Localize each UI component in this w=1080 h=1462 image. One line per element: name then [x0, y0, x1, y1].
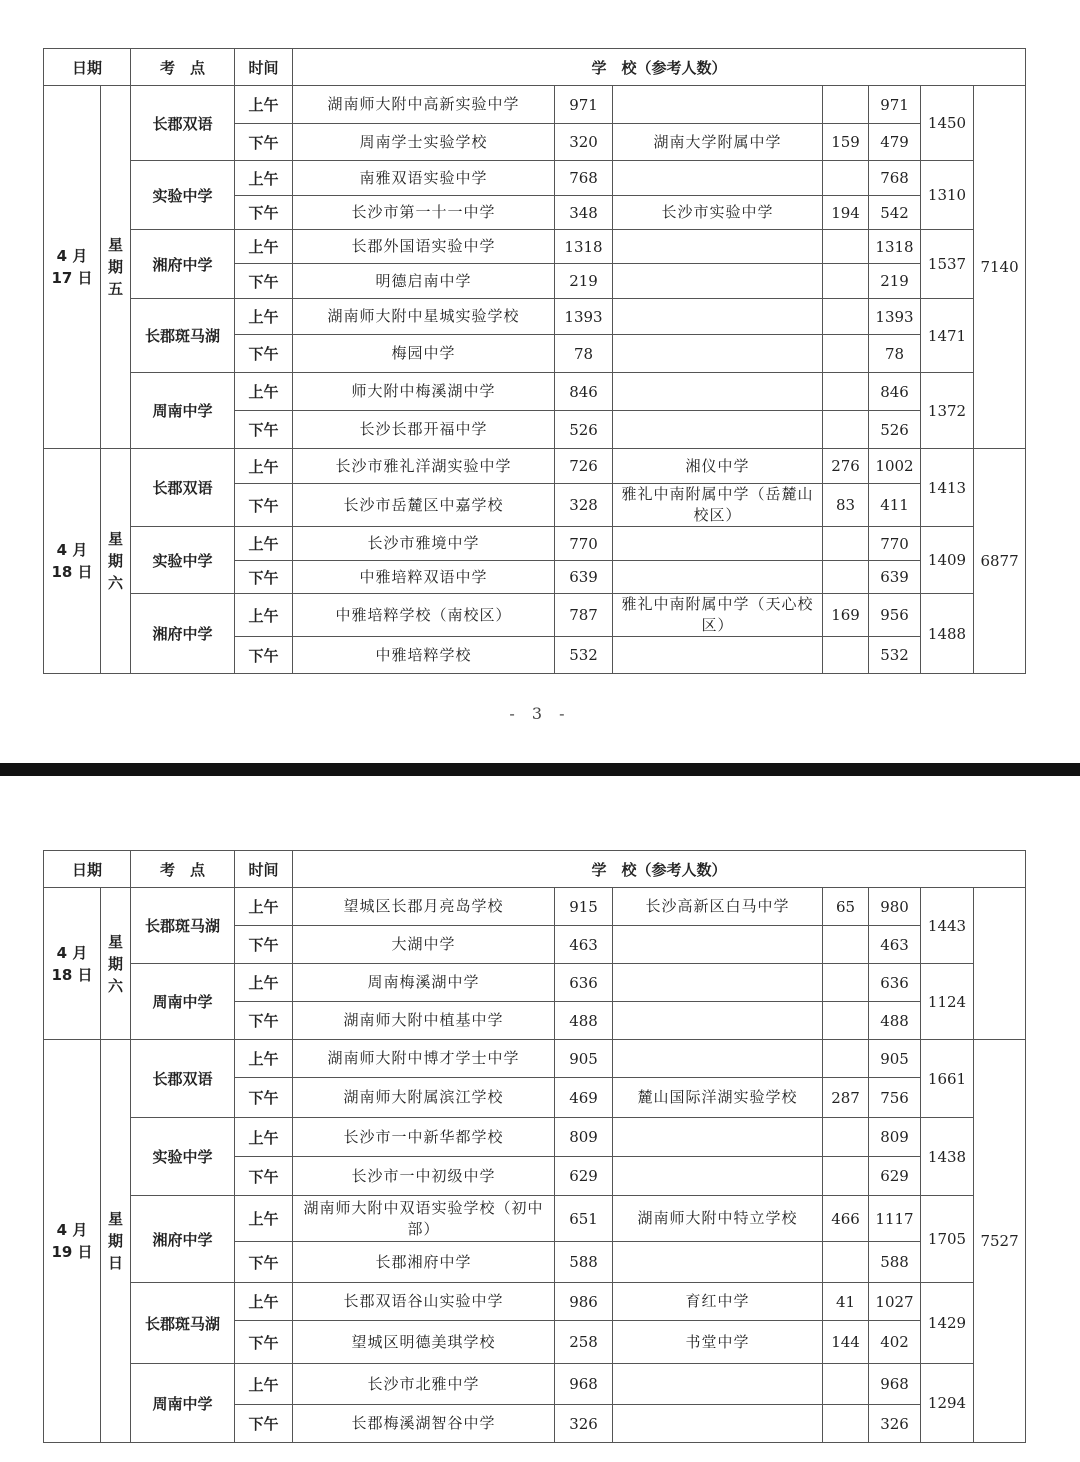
session-time: 下午	[235, 1405, 293, 1443]
table-row	[44, 964, 1026, 1002]
school-name: 周南梅溪湖中学	[293, 964, 555, 1002]
school-name: 长沙长郡开福中学	[293, 411, 555, 449]
school-name: 长郡湘府中学	[293, 1242, 555, 1283]
school-name: 湖南师大附中植基中学	[293, 1002, 555, 1040]
school-name-2: 湘仪中学	[613, 449, 823, 484]
school-count: 968	[555, 1364, 613, 1405]
weekday-cell	[101, 86, 131, 449]
school-name: 长沙市北雅中学	[293, 1364, 555, 1405]
weekday-char: 星	[108, 932, 124, 951]
weekday-char: 星	[108, 236, 124, 254]
exam-point-name: 长郡双语	[131, 449, 235, 527]
exam-point-name: 湘府中学	[131, 230, 235, 299]
school-name-2	[613, 926, 823, 964]
session-time: 下午	[235, 196, 293, 230]
school-count-2	[823, 527, 869, 561]
session-subtotal: 1002	[869, 449, 921, 484]
exam-point-total: 1372	[921, 373, 974, 449]
school-name: 大湖中学	[293, 926, 555, 964]
school-count-2	[823, 411, 869, 449]
page-number: - 3 -	[509, 704, 571, 723]
session-subtotal: 1318	[869, 230, 921, 264]
exam-point-total: 1471	[921, 299, 974, 373]
weekday-cell	[101, 449, 131, 674]
school-count: 488	[555, 1002, 613, 1040]
weekday-char: 期	[108, 258, 124, 276]
school-name: 明德启南中学	[293, 264, 555, 299]
school-count-2	[823, 335, 869, 373]
header-date: 日期	[44, 49, 131, 86]
weekday-char: 期	[108, 1232, 124, 1250]
date-cell	[44, 1040, 101, 1443]
exam-point-total: 1429	[921, 1283, 974, 1364]
school-count-2: 287	[823, 1078, 869, 1118]
exam-schedule-table-page-4	[43, 850, 1026, 1443]
school-count: 219	[555, 264, 613, 299]
session-time: 上午	[235, 594, 293, 637]
weekday-char: 五	[108, 280, 124, 298]
date-line: 18 日	[51, 965, 93, 984]
exam-point-total: 1413	[921, 449, 974, 527]
table-row	[44, 373, 1026, 411]
school-name: 梅园中学	[293, 335, 555, 373]
school-count-2	[823, 1118, 869, 1157]
session-time: 上午	[235, 1364, 293, 1405]
session-time: 上午	[235, 1283, 293, 1321]
school-count: 532	[555, 637, 613, 674]
school-count: 726	[555, 449, 613, 484]
school-name: 湖南师大附属滨江学校	[293, 1078, 555, 1118]
session-subtotal: 905	[869, 1040, 921, 1078]
header-row	[44, 49, 1026, 86]
date-line: 4 月	[56, 1221, 88, 1239]
session-subtotal: 971	[869, 86, 921, 124]
school-name-2: 书堂中学	[613, 1321, 823, 1364]
school-count: 629	[555, 1157, 613, 1196]
table-row	[44, 527, 1026, 561]
session-time: 下午	[235, 1157, 293, 1196]
date-line: 4 月	[56, 943, 88, 962]
school-name: 长郡外国语实验中学	[293, 230, 555, 264]
school-count: 463	[555, 926, 613, 964]
table-row	[44, 230, 1026, 264]
school-count: 326	[555, 1405, 613, 1443]
date-line: 19 日	[51, 1243, 93, 1261]
school-count-2	[823, 230, 869, 264]
school-name-2	[613, 1157, 823, 1196]
school-name: 长郡双语谷山实验中学	[293, 1283, 555, 1321]
header-time: 时间	[235, 49, 293, 86]
table-row	[44, 449, 1026, 484]
school-name-2	[613, 1002, 823, 1040]
table-row	[44, 1040, 1026, 1078]
school-count-2: 83	[823, 484, 869, 527]
session-time: 下午	[235, 1242, 293, 1283]
school-name: 周南学士实验学校	[293, 124, 555, 161]
session-subtotal: 1027	[869, 1283, 921, 1321]
table-row	[44, 86, 1026, 124]
session-subtotal: 768	[869, 161, 921, 196]
session-time: 下午	[235, 926, 293, 964]
session-subtotal: 980	[869, 888, 921, 926]
school-name-2	[613, 527, 823, 561]
session-subtotal: 463	[869, 926, 921, 964]
school-count: 639	[555, 561, 613, 594]
session-time: 上午	[235, 373, 293, 411]
exam-point-name: 湘府中学	[131, 594, 235, 674]
session-subtotal: 1117	[869, 1196, 921, 1242]
table-row	[44, 888, 1026, 926]
session-subtotal: 588	[869, 1242, 921, 1283]
school-count-2: 169	[823, 594, 869, 637]
school-count: 1393	[555, 299, 613, 335]
school-name: 湖南师大附中高新实验中学	[293, 86, 555, 124]
school-name: 长沙市雅境中学	[293, 527, 555, 561]
date-cell	[44, 449, 101, 674]
table-row	[44, 1118, 1026, 1157]
exam-point-name: 长郡斑马湖	[131, 1283, 235, 1364]
school-name: 南雅双语实验中学	[293, 161, 555, 196]
date-line: 17 日	[51, 269, 93, 287]
school-name-2: 育红中学	[613, 1283, 823, 1321]
school-count-2	[823, 161, 869, 196]
date-cell	[44, 86, 101, 449]
school-name: 长沙市岳麓区中嘉学校	[293, 484, 555, 527]
school-count-2	[823, 964, 869, 1002]
school-name-2: 湖南师大附中特立学校	[613, 1196, 823, 1242]
header-schools: 学 校（参考人数）	[293, 49, 1026, 86]
exam-point-name: 周南中学	[131, 373, 235, 449]
weekday-char: 六	[108, 574, 124, 592]
school-count: 78	[555, 335, 613, 373]
school-count: 651	[555, 1196, 613, 1242]
session-subtotal: 809	[869, 1118, 921, 1157]
exam-point-total: 1294	[921, 1364, 974, 1443]
exam-point-name: 周南中学	[131, 1364, 235, 1443]
session-time: 上午	[235, 527, 293, 561]
session-subtotal: 326	[869, 1405, 921, 1443]
session-time: 下午	[235, 484, 293, 527]
school-count-2	[823, 86, 869, 124]
school-count: 768	[555, 161, 613, 196]
exam-schedule-table-page-3	[43, 48, 1026, 674]
header-time: 时间	[235, 851, 293, 888]
exam-point-total: 1443	[921, 888, 974, 964]
session-time: 下午	[235, 124, 293, 161]
header-exam-point: 考 点	[131, 851, 235, 888]
school-name-2	[613, 161, 823, 196]
session-time: 上午	[235, 1118, 293, 1157]
school-count-2: 276	[823, 449, 869, 484]
school-name: 湖南师大附中博才学士中学	[293, 1040, 555, 1078]
table-row	[44, 1196, 1026, 1242]
header-date: 日期	[44, 851, 131, 888]
session-time: 上午	[235, 86, 293, 124]
school-count-2	[823, 1405, 869, 1443]
school-count: 1318	[555, 230, 613, 264]
school-count: 469	[555, 1078, 613, 1118]
school-count-2: 41	[823, 1283, 869, 1321]
school-name: 湖南师大附中双语实验学校（初中部）	[293, 1196, 555, 1242]
school-count-2	[823, 1157, 869, 1196]
school-name: 师大附中梅溪湖中学	[293, 373, 555, 411]
weekday-cell	[101, 888, 131, 1040]
school-name: 望城区长郡月亮岛学校	[293, 888, 555, 926]
school-count-2	[823, 1242, 869, 1283]
session-time: 下午	[235, 1002, 293, 1040]
session-subtotal: 1393	[869, 299, 921, 335]
school-name-2	[613, 1405, 823, 1443]
exam-point-name: 长郡双语	[131, 86, 235, 161]
weekday-char: 星	[108, 1210, 124, 1228]
exam-point-name: 长郡斑马湖	[131, 888, 235, 964]
day-total: 7527	[974, 1040, 1026, 1443]
session-time: 上午	[235, 449, 293, 484]
header-exam-point: 考 点	[131, 49, 235, 86]
school-count: 636	[555, 964, 613, 1002]
school-name: 望城区明德美琪学校	[293, 1321, 555, 1364]
weekday-char: 日	[108, 1254, 124, 1272]
school-count-2	[823, 373, 869, 411]
day-total: 6877	[974, 449, 1026, 674]
table-row	[44, 1283, 1026, 1321]
session-subtotal: 846	[869, 373, 921, 411]
school-count: 787	[555, 594, 613, 637]
session-subtotal: 219	[869, 264, 921, 299]
session-time: 上午	[235, 1196, 293, 1242]
session-time: 下午	[235, 264, 293, 299]
school-count-2: 159	[823, 124, 869, 161]
exam-point-total: 1537	[921, 230, 974, 299]
school-name-2	[613, 373, 823, 411]
school-name: 长沙市雅礼洋湖实验中学	[293, 449, 555, 484]
school-name: 湖南师大附中星城实验学校	[293, 299, 555, 335]
session-subtotal: 488	[869, 1002, 921, 1040]
day-total: 7140	[974, 86, 1026, 449]
school-count-2	[823, 299, 869, 335]
table-row	[44, 299, 1026, 335]
session-subtotal: 639	[869, 561, 921, 594]
school-name-2: 雅礼中南附属中学（天心校区）	[613, 594, 823, 637]
school-name-2	[613, 264, 823, 299]
school-name-2: 雅礼中南附属中学（岳麓山校区）	[613, 484, 823, 527]
school-count-2	[823, 1364, 869, 1405]
school-name-2: 长沙市实验中学	[613, 196, 823, 230]
exam-point-total: 1661	[921, 1040, 974, 1118]
school-count: 971	[555, 86, 613, 124]
school-count: 846	[555, 373, 613, 411]
school-name-2	[613, 1364, 823, 1405]
session-subtotal: 479	[869, 124, 921, 161]
school-name-2: 湖南大学附属中学	[613, 124, 823, 161]
exam-point-total: 1705	[921, 1196, 974, 1283]
school-name-2	[613, 299, 823, 335]
school-name: 长沙市一中初级中学	[293, 1157, 555, 1196]
exam-point-name: 实验中学	[131, 1118, 235, 1196]
weekday-char: 期	[108, 552, 124, 570]
page-divider	[0, 763, 1080, 776]
exam-point-name: 周南中学	[131, 964, 235, 1040]
header-row	[44, 851, 1026, 888]
session-subtotal: 411	[869, 484, 921, 527]
school-count: 526	[555, 411, 613, 449]
school-name-2	[613, 561, 823, 594]
date-line: 18 日	[51, 563, 93, 581]
session-subtotal: 526	[869, 411, 921, 449]
table-row	[44, 161, 1026, 196]
school-name-2	[613, 86, 823, 124]
session-time: 上午	[235, 230, 293, 264]
school-name: 长沙市第一十一中学	[293, 196, 555, 230]
session-subtotal: 542	[869, 196, 921, 230]
session-time: 下午	[235, 1078, 293, 1118]
exam-point-total: 1310	[921, 161, 974, 230]
school-count-2	[823, 561, 869, 594]
school-count-2: 144	[823, 1321, 869, 1364]
school-name-2	[613, 637, 823, 674]
school-name-2	[613, 1242, 823, 1283]
session-time: 上午	[235, 161, 293, 196]
date-cell	[44, 888, 101, 1040]
school-count-2	[823, 926, 869, 964]
school-count: 809	[555, 1118, 613, 1157]
school-name: 中雅培粹学校（南校区）	[293, 594, 555, 637]
session-subtotal: 629	[869, 1157, 921, 1196]
exam-point-name: 实验中学	[131, 527, 235, 594]
weekday-char: 六	[108, 976, 124, 995]
session-subtotal: 636	[869, 964, 921, 1002]
exam-point-name: 实验中学	[131, 161, 235, 230]
school-count-2: 65	[823, 888, 869, 926]
school-count-2: 466	[823, 1196, 869, 1242]
session-time: 下午	[235, 637, 293, 674]
session-time: 下午	[235, 1321, 293, 1364]
session-subtotal: 532	[869, 637, 921, 674]
school-count-2	[823, 1002, 869, 1040]
school-count: 320	[555, 124, 613, 161]
session-subtotal: 968	[869, 1364, 921, 1405]
session-subtotal: 78	[869, 335, 921, 373]
school-name-2: 麓山国际洋湖实验学校	[613, 1078, 823, 1118]
session-time: 下午	[235, 335, 293, 373]
school-count: 258	[555, 1321, 613, 1364]
school-name-2	[613, 964, 823, 1002]
school-count-2	[823, 637, 869, 674]
school-count-2: 194	[823, 196, 869, 230]
weekday-cell	[101, 1040, 131, 1443]
exam-point-total: 1409	[921, 527, 974, 594]
exam-point-total: 1488	[921, 594, 974, 674]
school-name-2	[613, 230, 823, 264]
school-name-2	[613, 335, 823, 373]
session-subtotal: 756	[869, 1078, 921, 1118]
exam-point-name: 长郡双语	[131, 1040, 235, 1118]
school-count: 905	[555, 1040, 613, 1078]
exam-point-name: 长郡斑马湖	[131, 299, 235, 373]
date-line: 4 月	[56, 541, 88, 559]
weekday-char: 星	[108, 530, 124, 548]
exam-point-total: 1438	[921, 1118, 974, 1196]
school-name: 中雅培粹双语中学	[293, 561, 555, 594]
session-subtotal: 402	[869, 1321, 921, 1364]
session-time: 下午	[235, 561, 293, 594]
school-name-2	[613, 1118, 823, 1157]
exam-point-total: 1124	[921, 964, 974, 1040]
school-count: 986	[555, 1283, 613, 1321]
session-time: 上午	[235, 1040, 293, 1078]
header-schools: 学 校（参考人数）	[293, 851, 1026, 888]
session-time: 上午	[235, 888, 293, 926]
school-count: 328	[555, 484, 613, 527]
session-time: 上午	[235, 964, 293, 1002]
school-name-2: 长沙高新区白马中学	[613, 888, 823, 926]
session-time: 下午	[235, 411, 293, 449]
table-row	[44, 594, 1026, 637]
session-subtotal: 770	[869, 527, 921, 561]
session-time: 上午	[235, 299, 293, 335]
day-total	[974, 888, 1026, 1040]
school-name-2	[613, 411, 823, 449]
weekday-char: 期	[108, 954, 124, 973]
exam-point-total: 1450	[921, 86, 974, 161]
school-count-2	[823, 1040, 869, 1078]
exam-point-name: 湘府中学	[131, 1196, 235, 1283]
school-count: 348	[555, 196, 613, 230]
school-name: 中雅培粹学校	[293, 637, 555, 674]
school-name: 长沙市一中新华都学校	[293, 1118, 555, 1157]
school-count: 915	[555, 888, 613, 926]
date-line: 4 月	[56, 247, 88, 265]
school-name-2	[613, 1040, 823, 1078]
school-count-2	[823, 264, 869, 299]
school-count: 770	[555, 527, 613, 561]
school-count: 588	[555, 1242, 613, 1283]
school-name: 长郡梅溪湖智谷中学	[293, 1405, 555, 1443]
table-row	[44, 1364, 1026, 1405]
session-subtotal: 956	[869, 594, 921, 637]
